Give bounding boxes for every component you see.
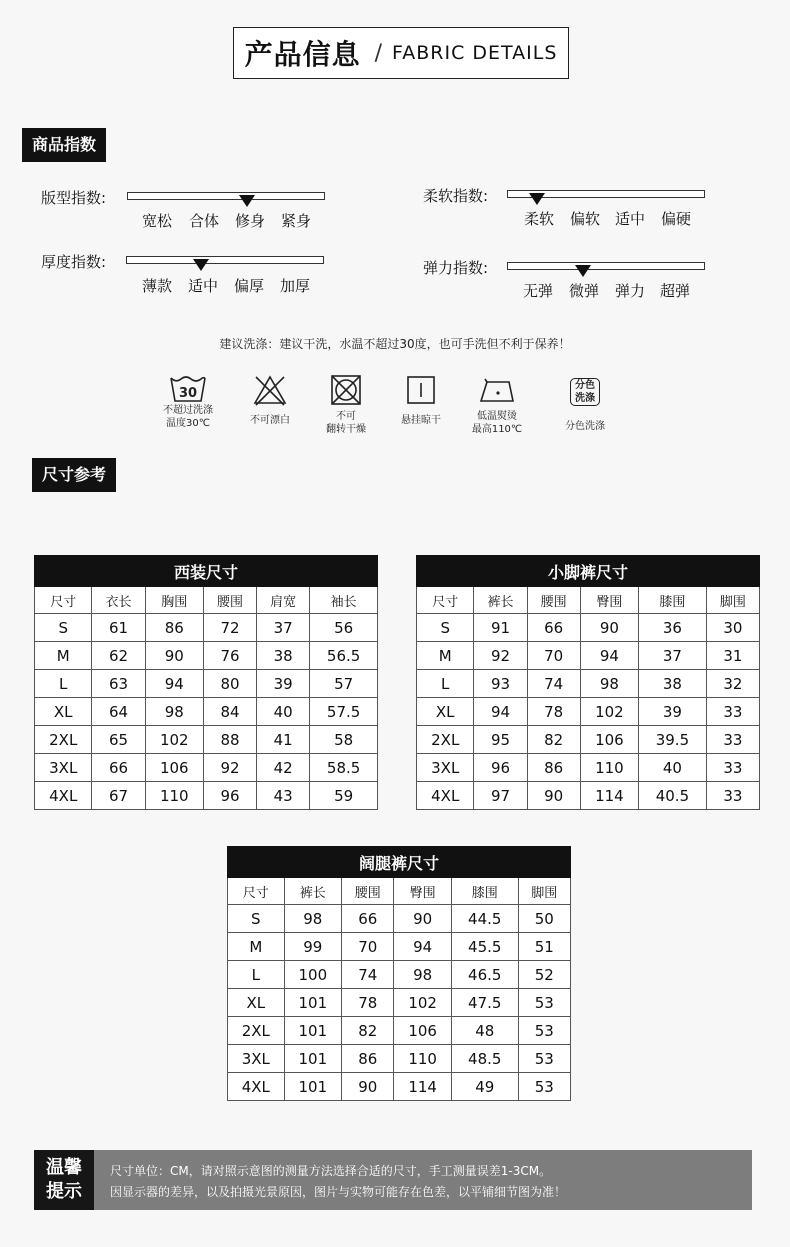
index-label: 厚度指数: bbox=[41, 253, 107, 271]
value-cell: 33 bbox=[706, 698, 759, 726]
value-cell: 61 bbox=[92, 614, 145, 642]
table-title: 西装尺寸 bbox=[35, 556, 378, 587]
value-cell: 67 bbox=[92, 782, 145, 810]
care-label: 翻转干燥 bbox=[326, 424, 366, 435]
value-cell: 76 bbox=[203, 642, 256, 670]
value-cell: 84 bbox=[203, 698, 256, 726]
header-cell: 膝围 bbox=[451, 878, 518, 905]
no-tumble-dry-icon bbox=[316, 374, 376, 406]
value-cell: 106 bbox=[145, 754, 203, 782]
value-cell: 90 bbox=[580, 614, 638, 642]
value-cell: 59 bbox=[310, 782, 378, 810]
page-title-box bbox=[233, 27, 569, 79]
size-cell: S bbox=[35, 614, 92, 642]
value-cell: 98 bbox=[394, 961, 451, 989]
notice-line: 尺寸单位：CM，请对照示意图的测量方法选择合适的尺寸，手工测量误差1-3CM。 bbox=[110, 1164, 552, 1178]
table-row bbox=[417, 698, 760, 726]
value-cell: 62 bbox=[92, 642, 145, 670]
size-cell: L bbox=[228, 961, 285, 989]
value-cell: 57 bbox=[310, 670, 378, 698]
care-item bbox=[240, 374, 300, 427]
index-option: 宽松 bbox=[142, 212, 173, 230]
value-cell: 37 bbox=[257, 614, 310, 642]
care-label: 温度30℃ bbox=[166, 418, 210, 429]
title-separator: / bbox=[374, 40, 383, 66]
header-cell: 脚围 bbox=[706, 587, 759, 614]
value-cell: 43 bbox=[257, 782, 310, 810]
care-label: 不可漂白 bbox=[250, 415, 290, 426]
header-cell: 脚围 bbox=[518, 878, 570, 905]
value-cell: 53 bbox=[518, 1045, 570, 1073]
table-skinny-pants bbox=[416, 555, 760, 810]
value-cell: 98 bbox=[284, 905, 341, 933]
index-elasticity-marker bbox=[575, 265, 591, 277]
index-elasticity-bar bbox=[507, 262, 705, 270]
value-cell: 94 bbox=[474, 698, 527, 726]
size-cell: 2XL bbox=[417, 726, 474, 754]
notice-panel bbox=[34, 1150, 752, 1210]
value-cell: 66 bbox=[527, 614, 580, 642]
value-cell: 42 bbox=[257, 754, 310, 782]
value-cell: 70 bbox=[342, 933, 394, 961]
value-cell: 39.5 bbox=[639, 726, 707, 754]
value-cell: 56 bbox=[310, 614, 378, 642]
value-cell: 80 bbox=[203, 670, 256, 698]
value-cell: 36 bbox=[639, 614, 707, 642]
size-cell: S bbox=[417, 614, 474, 642]
value-cell: 46.5 bbox=[451, 961, 518, 989]
value-cell: 94 bbox=[145, 670, 203, 698]
value-cell: 47.5 bbox=[451, 989, 518, 1017]
table-row bbox=[417, 754, 760, 782]
value-cell: 92 bbox=[203, 754, 256, 782]
index-elasticity bbox=[423, 257, 488, 278]
value-cell: 95 bbox=[474, 726, 527, 754]
value-cell: 57.5 bbox=[310, 698, 378, 726]
index-softness bbox=[423, 185, 488, 206]
value-cell: 106 bbox=[394, 1017, 451, 1045]
table-row bbox=[228, 1073, 571, 1101]
notice-tag bbox=[34, 1150, 94, 1210]
notice-tag-line: 提示 bbox=[46, 1181, 82, 1202]
header-cell: 尺寸 bbox=[417, 587, 474, 614]
value-cell: 86 bbox=[527, 754, 580, 782]
value-cell: 94 bbox=[580, 642, 638, 670]
size-cell: 3XL bbox=[228, 1045, 285, 1073]
care-label: 分色洗涤 bbox=[565, 421, 605, 432]
value-cell: 101 bbox=[284, 1073, 341, 1101]
no-bleach-icon bbox=[240, 374, 300, 406]
index-thickness-bar bbox=[126, 256, 324, 264]
header-cell: 尺寸 bbox=[228, 878, 285, 905]
table-row bbox=[417, 642, 760, 670]
index-option: 弹力 bbox=[615, 282, 646, 300]
index-option: 薄款 bbox=[142, 277, 173, 295]
table-row bbox=[417, 614, 760, 642]
care-label: 悬挂晾干 bbox=[401, 415, 441, 426]
table-row bbox=[228, 989, 571, 1017]
value-cell: 97 bbox=[474, 782, 527, 810]
value-cell: 98 bbox=[145, 698, 203, 726]
value-cell: 40.5 bbox=[639, 782, 707, 810]
value-cell: 101 bbox=[284, 1017, 341, 1045]
size-cell: 4XL bbox=[35, 782, 92, 810]
size-cell: L bbox=[417, 670, 474, 698]
value-cell: 30 bbox=[706, 614, 759, 642]
size-cell: S bbox=[228, 905, 285, 933]
table-row bbox=[35, 614, 378, 642]
header-cell: 胸围 bbox=[145, 587, 203, 614]
size-cell: 3XL bbox=[417, 754, 474, 782]
care-item bbox=[466, 374, 528, 436]
value-cell: 48.5 bbox=[451, 1045, 518, 1073]
table-header-row bbox=[417, 587, 760, 614]
notice-tag-line: 温馨 bbox=[46, 1157, 82, 1178]
care-item bbox=[316, 374, 376, 436]
wash-30-icon bbox=[155, 374, 221, 404]
header-cell: 袖长 bbox=[310, 587, 378, 614]
value-cell: 38 bbox=[639, 670, 707, 698]
header-cell: 膝围 bbox=[639, 587, 707, 614]
value-cell: 31 bbox=[706, 642, 759, 670]
value-cell: 96 bbox=[203, 782, 256, 810]
table-row bbox=[35, 698, 378, 726]
care-label: 低温熨烫 bbox=[477, 411, 517, 422]
size-cell: 4XL bbox=[228, 1073, 285, 1101]
size-cell: M bbox=[228, 933, 285, 961]
value-cell: 96 bbox=[474, 754, 527, 782]
table-wide-leg-pants bbox=[227, 846, 571, 1101]
table-row bbox=[228, 905, 571, 933]
index-label: 柔软指数: bbox=[423, 187, 489, 205]
value-cell: 39 bbox=[639, 698, 707, 726]
index-label: 弹力指数: bbox=[423, 259, 489, 277]
value-cell: 49 bbox=[451, 1073, 518, 1101]
value-cell: 33 bbox=[706, 754, 759, 782]
value-cell: 74 bbox=[527, 670, 580, 698]
value-cell: 44.5 bbox=[451, 905, 518, 933]
value-cell: 40 bbox=[257, 698, 310, 726]
index-option: 紧身 bbox=[281, 212, 312, 230]
size-cell: XL bbox=[35, 698, 92, 726]
value-cell: 63 bbox=[92, 670, 145, 698]
value-cell: 66 bbox=[342, 905, 394, 933]
header-cell: 腰围 bbox=[527, 587, 580, 614]
value-cell: 110 bbox=[580, 754, 638, 782]
size-cell: M bbox=[35, 642, 92, 670]
index-option: 加厚 bbox=[280, 277, 311, 295]
size-cell: XL bbox=[417, 698, 474, 726]
header-cell: 裤长 bbox=[284, 878, 341, 905]
table-row bbox=[35, 754, 378, 782]
index-label: 版型指数: bbox=[41, 189, 107, 207]
index-fit bbox=[41, 187, 106, 208]
value-cell: 90 bbox=[527, 782, 580, 810]
value-cell: 52 bbox=[518, 961, 570, 989]
table-row bbox=[35, 726, 378, 754]
value-cell: 99 bbox=[284, 933, 341, 961]
value-cell: 86 bbox=[342, 1045, 394, 1073]
value-cell: 72 bbox=[203, 614, 256, 642]
table-header-row bbox=[35, 587, 378, 614]
index-option: 超弹 bbox=[660, 282, 691, 300]
value-cell: 50 bbox=[518, 905, 570, 933]
value-cell: 101 bbox=[284, 989, 341, 1017]
index-softness-marker bbox=[529, 193, 545, 205]
table-row bbox=[228, 1045, 571, 1073]
index-option: 偏厚 bbox=[234, 277, 265, 295]
table-row bbox=[228, 961, 571, 989]
value-cell: 56.5 bbox=[310, 642, 378, 670]
value-cell: 93 bbox=[474, 670, 527, 698]
header-cell: 腰围 bbox=[203, 587, 256, 614]
size-cell: 3XL bbox=[35, 754, 92, 782]
value-cell: 114 bbox=[394, 1073, 451, 1101]
size-cell: L bbox=[35, 670, 92, 698]
value-cell: 48 bbox=[451, 1017, 518, 1045]
table-suit bbox=[34, 555, 378, 810]
value-cell: 66 bbox=[92, 754, 145, 782]
value-cell: 64 bbox=[92, 698, 145, 726]
index-option: 修身 bbox=[235, 212, 266, 230]
value-cell: 102 bbox=[580, 698, 638, 726]
table-title: 阔腿裤尺寸 bbox=[228, 847, 571, 878]
value-cell: 90 bbox=[394, 905, 451, 933]
wash-advice: 建议洗涤：建议干洗，水温不超过30度，也可手洗但不利于保养！ bbox=[219, 337, 571, 351]
care-label: 最高110℃ bbox=[471, 424, 523, 435]
value-cell: 65 bbox=[92, 726, 145, 754]
size-cell: M bbox=[417, 642, 474, 670]
value-cell: 92 bbox=[474, 642, 527, 670]
value-cell: 53 bbox=[518, 1073, 570, 1101]
index-fit-bar bbox=[127, 192, 325, 200]
value-cell: 40 bbox=[639, 754, 707, 782]
value-cell: 102 bbox=[394, 989, 451, 1017]
index-option: 偏硬 bbox=[661, 210, 692, 228]
size-cell: 2XL bbox=[228, 1017, 285, 1045]
header-cell: 尺寸 bbox=[35, 587, 92, 614]
size-cell: XL bbox=[228, 989, 285, 1017]
value-cell: 82 bbox=[527, 726, 580, 754]
header-cell: 肩宽 bbox=[257, 587, 310, 614]
care-label: 不超过洗涤 bbox=[163, 405, 213, 416]
svg-text:30: 30 bbox=[178, 386, 198, 401]
index-option: 微弹 bbox=[569, 282, 600, 300]
index-option: 无弹 bbox=[523, 282, 554, 300]
value-cell: 86 bbox=[145, 614, 203, 642]
notice-line: 因显示器的差异，以及拍摄光景原因，图片与实物可能存在色差，以平铺细节图为准！ bbox=[110, 1185, 567, 1199]
value-cell: 91 bbox=[474, 614, 527, 642]
value-cell: 90 bbox=[342, 1073, 394, 1101]
value-cell: 100 bbox=[284, 961, 341, 989]
size-cell: 4XL bbox=[417, 782, 474, 810]
value-cell: 106 bbox=[580, 726, 638, 754]
index-option: 合体 bbox=[189, 212, 220, 230]
value-cell: 38 bbox=[257, 642, 310, 670]
value-cell: 51 bbox=[518, 933, 570, 961]
table-row bbox=[228, 933, 571, 961]
index-option: 适中 bbox=[188, 277, 219, 295]
header-cell: 衣长 bbox=[92, 587, 145, 614]
value-cell: 78 bbox=[527, 698, 580, 726]
separate-wash-icon: 分色洗涤 bbox=[552, 378, 618, 406]
index-option: 柔软 bbox=[524, 210, 555, 228]
index-option: 偏软 bbox=[570, 210, 601, 228]
table-row bbox=[228, 1017, 571, 1045]
table-header-row bbox=[228, 878, 571, 905]
table-row bbox=[35, 642, 378, 670]
index-thickness-marker bbox=[193, 259, 209, 271]
index-thickness bbox=[41, 251, 106, 272]
value-cell: 37 bbox=[639, 642, 707, 670]
header-cell: 裤长 bbox=[474, 587, 527, 614]
value-cell: 74 bbox=[342, 961, 394, 989]
value-cell: 88 bbox=[203, 726, 256, 754]
section-index-tag: 商品指数 bbox=[22, 128, 106, 162]
table-row bbox=[417, 782, 760, 810]
value-cell: 90 bbox=[145, 642, 203, 670]
value-cell: 39 bbox=[257, 670, 310, 698]
value-cell: 98 bbox=[580, 670, 638, 698]
value-cell: 70 bbox=[527, 642, 580, 670]
header-cell: 腰围 bbox=[342, 878, 394, 905]
table-title: 小脚裤尺寸 bbox=[417, 556, 760, 587]
value-cell: 82 bbox=[342, 1017, 394, 1045]
table-row bbox=[35, 670, 378, 698]
page-title: 产品信息 bbox=[244, 38, 361, 71]
hang-dry-icon bbox=[391, 374, 451, 406]
care-item bbox=[552, 378, 618, 433]
page-subtitle: FABRIC DETAILS bbox=[392, 42, 558, 64]
value-cell: 58.5 bbox=[310, 754, 378, 782]
header-cell: 臀围 bbox=[394, 878, 451, 905]
header-cell: 臀围 bbox=[580, 587, 638, 614]
index-fit-marker bbox=[239, 195, 255, 207]
value-cell: 114 bbox=[580, 782, 638, 810]
value-cell: 101 bbox=[284, 1045, 341, 1073]
value-cell: 78 bbox=[342, 989, 394, 1017]
value-cell: 53 bbox=[518, 1017, 570, 1045]
value-cell: 94 bbox=[394, 933, 451, 961]
table-row bbox=[35, 782, 378, 810]
value-cell: 102 bbox=[145, 726, 203, 754]
value-cell: 45.5 bbox=[451, 933, 518, 961]
care-label: 不可 bbox=[336, 411, 356, 422]
index-option: 适中 bbox=[615, 210, 646, 228]
value-cell: 110 bbox=[145, 782, 203, 810]
table-row bbox=[417, 726, 760, 754]
value-cell: 33 bbox=[706, 726, 759, 754]
section-size-tag: 尺寸参考 bbox=[32, 458, 116, 492]
value-cell: 58 bbox=[310, 726, 378, 754]
value-cell: 110 bbox=[394, 1045, 451, 1073]
table-row bbox=[417, 670, 760, 698]
value-cell: 41 bbox=[257, 726, 310, 754]
care-item bbox=[391, 374, 451, 427]
care-item bbox=[155, 374, 221, 430]
value-cell: 33 bbox=[706, 782, 759, 810]
value-cell: 32 bbox=[706, 670, 759, 698]
value-cell: 53 bbox=[518, 989, 570, 1017]
low-iron-icon bbox=[466, 374, 528, 406]
size-cell: 2XL bbox=[35, 726, 92, 754]
